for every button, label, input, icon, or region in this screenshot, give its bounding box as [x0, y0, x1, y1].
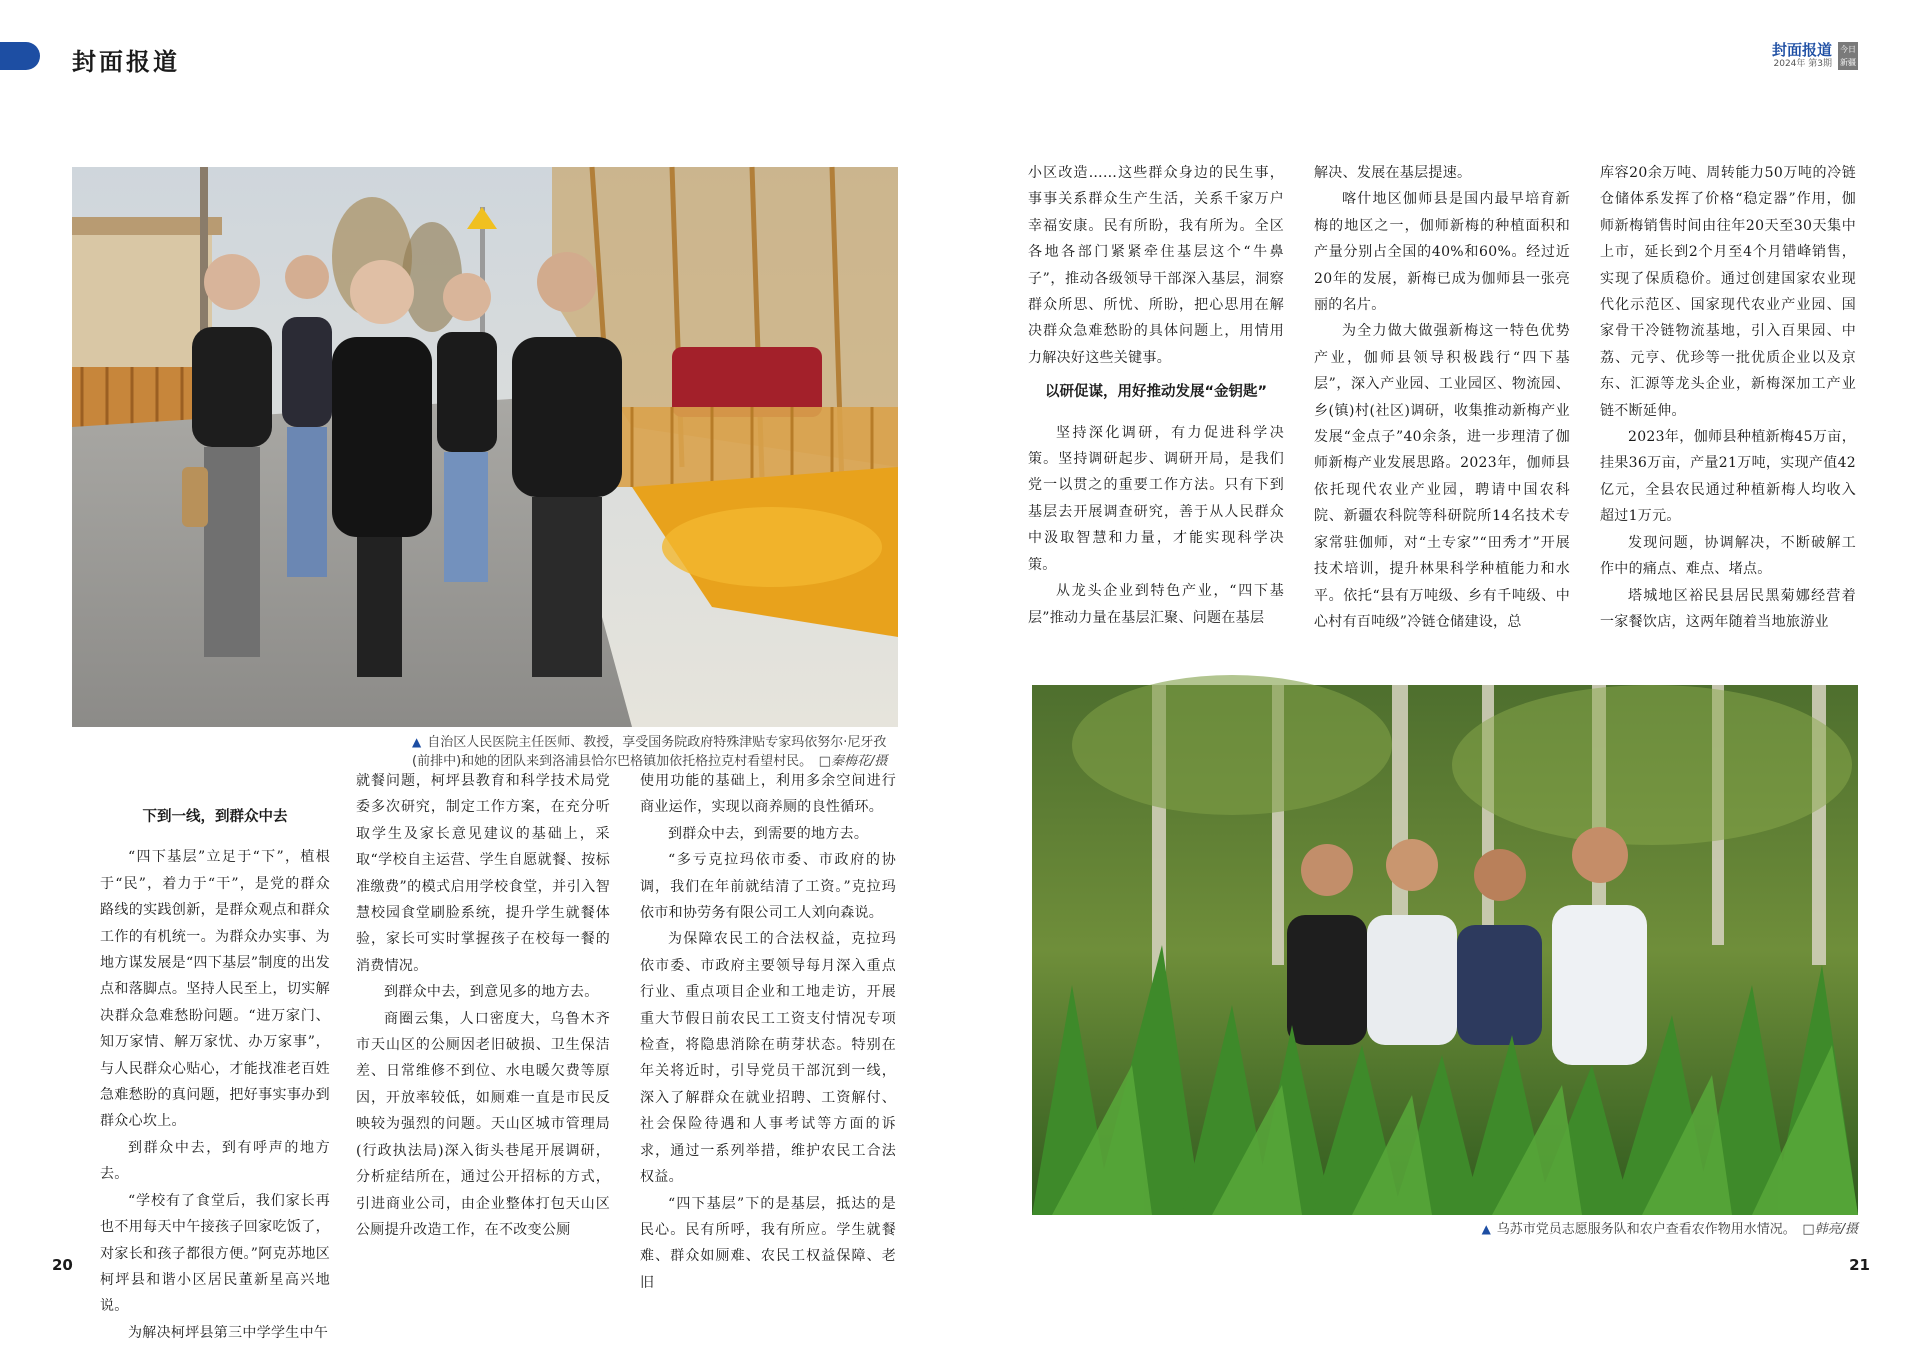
- paragraph: 到群众中去，到意见多的地方去。: [384, 984, 599, 1001]
- caption-text: 自治区人民医院主任医师、教授，享受国务院政府特殊津贴专家玛依努尔·尼牙孜(前排中)和她的团队来到洛浦县恰尔巴格镇加依托格拉克村看望村民。: [412, 735, 887, 769]
- page-number-right: 21: [1849, 1256, 1870, 1274]
- paragraph: 解决、发展在基层提速。: [1314, 165, 1472, 181]
- left-page-column-3: [640, 768, 896, 1296]
- paragraph: 发现问题，协调解决，不断破解工作中的痛点、难点、堵点。: [1600, 534, 1856, 578]
- left-page-column-2: [356, 768, 610, 1243]
- paragraph: 到群众中去，到需要的地方去。: [668, 825, 869, 842]
- paragraph: 为保障农民工的合法权益，克拉玛依市委、市政府主要领导每月深入重点行业、重点项目企业和工地走访，开展重大节假日前农民工工资支付情况专项检查，将隐患消除在萌芽状态。特别在年关将近时，引导党员干部沉到一线，深入了解群众在就业招聘、工资解付、社会保险待遇和人事考试等方面的诉求，通过一系列举措，维护农民工合法权益。: [640, 931, 896, 1186]
- photo-village-visit: [72, 167, 898, 727]
- paragraph: 塔城地区裕民县居民黑菊娜经营着一家餐饮店，这两年随着当地旅游业: [1600, 587, 1856, 630]
- photo-caption-2: [1480, 1220, 1858, 1239]
- right-page-column-3: [1600, 160, 1856, 635]
- left-page-column-1: [100, 796, 330, 1346]
- photo-credit: □韩亮/摄: [1802, 1222, 1858, 1237]
- caption-triangle-icon: ▲: [1481, 1222, 1491, 1236]
- photo-cornfield-illustration: [1032, 685, 1858, 1215]
- section-heading: 下到一线，到群众中去: [142, 809, 288, 825]
- issue-label: 2024年 第3期: [1773, 59, 1832, 69]
- section-tab-marker: [0, 42, 40, 70]
- paragraph: 小区改造……这些群众身边的民生事，事事关系群众生产生活，关系千家万户幸福安康。民有所盼，我有所为。全区各地各部门紧紧牵住基层这个“牛鼻子”，推动各级领导干部深入基层，洞察群众所思、所忧、所盼，把心思用在解决群众急难愁盼的具体问题上，用情用力解决好这些关键事。: [1028, 165, 1284, 366]
- paragraph: 喀什地区伽师县是国内最早培育新梅的地区之一，伽师新梅的种植面积和产量分别占全国的40%和60%。经过近20年的发展，新梅已成为伽师县一张亮丽的名片。: [1314, 191, 1570, 314]
- brand-block: [1772, 42, 1832, 70]
- paragraph: “学校有了食堂后，我们家长再也不用每天中午接孩子回家吃饭了，对家长和孩子都很方便。”阿克苏地区柯坪县和谐小区居民董新星高兴地说。: [100, 1192, 330, 1315]
- photo-cornfield-inspection: [1032, 685, 1858, 1215]
- section-heading: 以研促谋，用好推动发展“金钥匙”: [1044, 384, 1268, 401]
- photo-village-visit-illustration: [72, 167, 898, 727]
- caption-spacer: [806, 754, 819, 769]
- right-page-column-1: [1028, 160, 1284, 631]
- paragraph: 坚持深化调研，有力促进科学决策。坚持调研起步、调研开局，是我们党一以贯之的重要工作方法。只有下到基层去开展调查研究，善于从人民群众中汲取智慧和力量，才能实现科学决策。: [1028, 424, 1284, 573]
- caption-spacer: [1789, 1222, 1802, 1237]
- paragraph: 从龙头企业到特色产业，“四下基层”推动力量在基层汇聚、问题在基层: [1028, 583, 1284, 626]
- paragraph: “四下基层”下的是基层，抵达的是民心。民有所呼，我有所应。学生就餐难、群众如厕难、农民工权益保障、老旧: [640, 1195, 896, 1291]
- paragraph: 库容20余万吨、周转能力50万吨的冷链仓储体系发挥了价格“稳定器”作用，伽师新梅销售时间由往年20天至30天集中上市，延长到2个月至4个月错峰销售，实现了保质稳价。通过创建国家农业现代化示范区、国家现代农业产业园、国家骨干冷链物流基地，引入百果园、中荔、元亨、优珍等一批优质企业以及京东、汇源等龙头企业，新梅深加工产业链不断延伸。: [1600, 165, 1856, 419]
- section-title: 封面报道: [72, 47, 180, 76]
- photo-caption-1: [72, 733, 898, 771]
- brand-section-title: 封面报道: [1771, 41, 1832, 59]
- paragraph: 就餐问题，柯坪县教育和科学技术局党委多次研究，制定工作方案，在充分听取学生及家长意见建议的基础上，采取“学校自主运营、学生自愿就餐、按标准缴费”的模式启用学校食堂，并引入智慧校园食堂刷脸系统，提升学生就餐体验，家长可实时掌握孩子在校每一餐的消费情况。: [356, 773, 610, 974]
- photo-credit: □秦梅花/摄: [818, 754, 888, 769]
- paragraph: “多亏克拉玛依市委、市政府的协调，我们在年前就结清了工资。”克拉玛依市和协劳务有限公司工人刘向森说。: [640, 852, 896, 922]
- paragraph: 到群众中去，到有呼声的地方去。: [100, 1139, 330, 1183]
- caption-triangle-icon: ▲: [412, 735, 422, 749]
- caption-text: 乌苏市党员志愿服务队和农户查看农作物用水情况。: [1496, 1222, 1790, 1237]
- paragraph: 为解决柯坪县第三中学学生中午: [128, 1324, 329, 1341]
- page-number-left: 20: [52, 1256, 73, 1274]
- magazine-brand: [1772, 42, 1858, 70]
- right-page-column-2: [1314, 160, 1570, 635]
- magazine-badge: 今日新疆: [1838, 42, 1858, 70]
- paragraph: 为全力做大做强新梅这一特色优势产业，伽师县领导积极践行“四下基层”，深入产业园、工业园区、物流园、乡(镇)村(社区)调研，收集推动新梅产业发展“金点子”40余条，进一步理清了伽师新梅产业发展思路。2023年，伽师县依托现代农业产业园，聘请中国农科院、新疆农科院等科研院所14名技术专家常驻伽师，对“土专家”“田秀才”开展技术培训，提升林果科学种植能力和水平。依托“县有万吨级、乡有千吨级、中心村有百吨级”冷链仓储建设，总: [1314, 323, 1570, 630]
- paragraph: 使用功能的基础上，利用多余空间进行商业运作，实现以商养厕的良性循环。: [640, 773, 896, 816]
- paragraph: 2023年，伽师县种植新梅45万亩，挂果36万亩，产量21万吨，实现产值42亿元，全县农民通过种植新梅人均收入超过1万元。: [1600, 429, 1856, 525]
- paragraph: 商圈云集，人口密度大，乌鲁木齐市天山区的公厕因老旧破损、卫生保洁差、日常维修不到位、水电暖欠费等原因，开放率较低，如厕难一直是市民反映较为强烈的问题。天山区城市管理局(行政执法局)深入街头巷尾开展调研，分析症结所在，通过公开招标的方式，引进商业公司，由企业整体打包天山区公厕提升改造工作，在不改变公厕: [356, 1010, 610, 1238]
- paragraph: “四下基层”立足于“下”，植根于“民”，着力于“干”，是党的群众路线的实践创新，是群众观点和群众工作的有机统一。为群众办实事、为地方谋发展是“四下基层”制度的出发点和落脚点。坚持人民至上，切实解决群众急难愁盼问题。“进万家门、知万家情、解万家忧、办万家事”，与人民群众心贴心，才能找准老百姓急难愁盼的真问题，把好事实事办到群众心坎上。: [100, 849, 330, 1130]
